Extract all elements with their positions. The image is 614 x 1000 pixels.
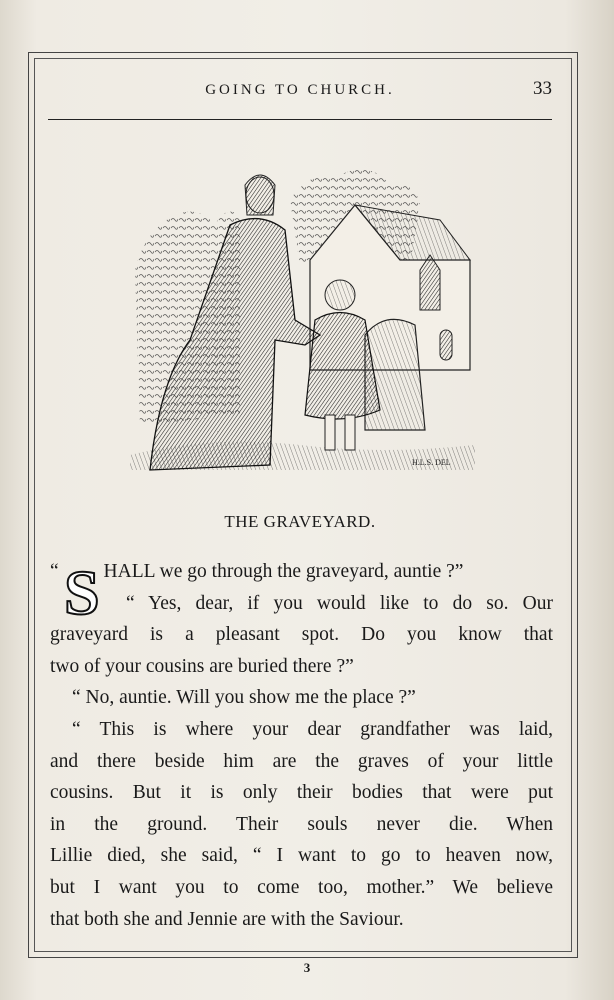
text-line: “ This is where your dear grandfather was laid, (72, 718, 553, 740)
page-number: 33 (533, 78, 552, 99)
text-line: and there beside him are the graves of your little (50, 750, 553, 772)
opening-quote: “ (50, 561, 59, 582)
body-text (50, 588, 553, 936)
child-leg-right (345, 415, 355, 450)
signature-mark: 3 (303, 960, 311, 975)
text-line: graveyard is a pleasant spot. Do you know that (50, 624, 553, 646)
text-line: “ Yes, dear, if you would like to do so. Our (126, 592, 553, 614)
drop-cap-letter: S (64, 560, 100, 620)
running-head (48, 78, 552, 106)
text-line: in the ground. Their souls never die. When (50, 813, 553, 835)
text-line: but I want you to come too, mother.” We believe (50, 876, 553, 898)
child-leg-left (325, 415, 335, 450)
text-line: Lillie died, she said, “ I want to go to heaven now, (50, 845, 553, 867)
first-line-text: HALL we go through the graveyard, auntie ?” (103, 561, 464, 582)
text-line: “ No, auntie. Will you show me the place ?” (72, 687, 416, 709)
engraver-signature: H.L.S. DEL (412, 458, 451, 467)
text-line: two of your cousins are buried there ?” (50, 655, 354, 677)
church-window (440, 330, 452, 360)
graveyard-engraving (130, 160, 475, 480)
illustration-caption: THE GRAVEYARD. (224, 512, 376, 531)
first-line (50, 556, 553, 588)
woman-bonnet (245, 175, 275, 215)
text-line: cousins. But it is only their bodies that were put (50, 782, 553, 804)
child-head (325, 280, 355, 310)
text-line: that both she and Jennie are with the Saviour. (50, 908, 404, 930)
header-rule (48, 119, 552, 120)
running-head-title: GOING TO CHURCH. (205, 82, 395, 98)
